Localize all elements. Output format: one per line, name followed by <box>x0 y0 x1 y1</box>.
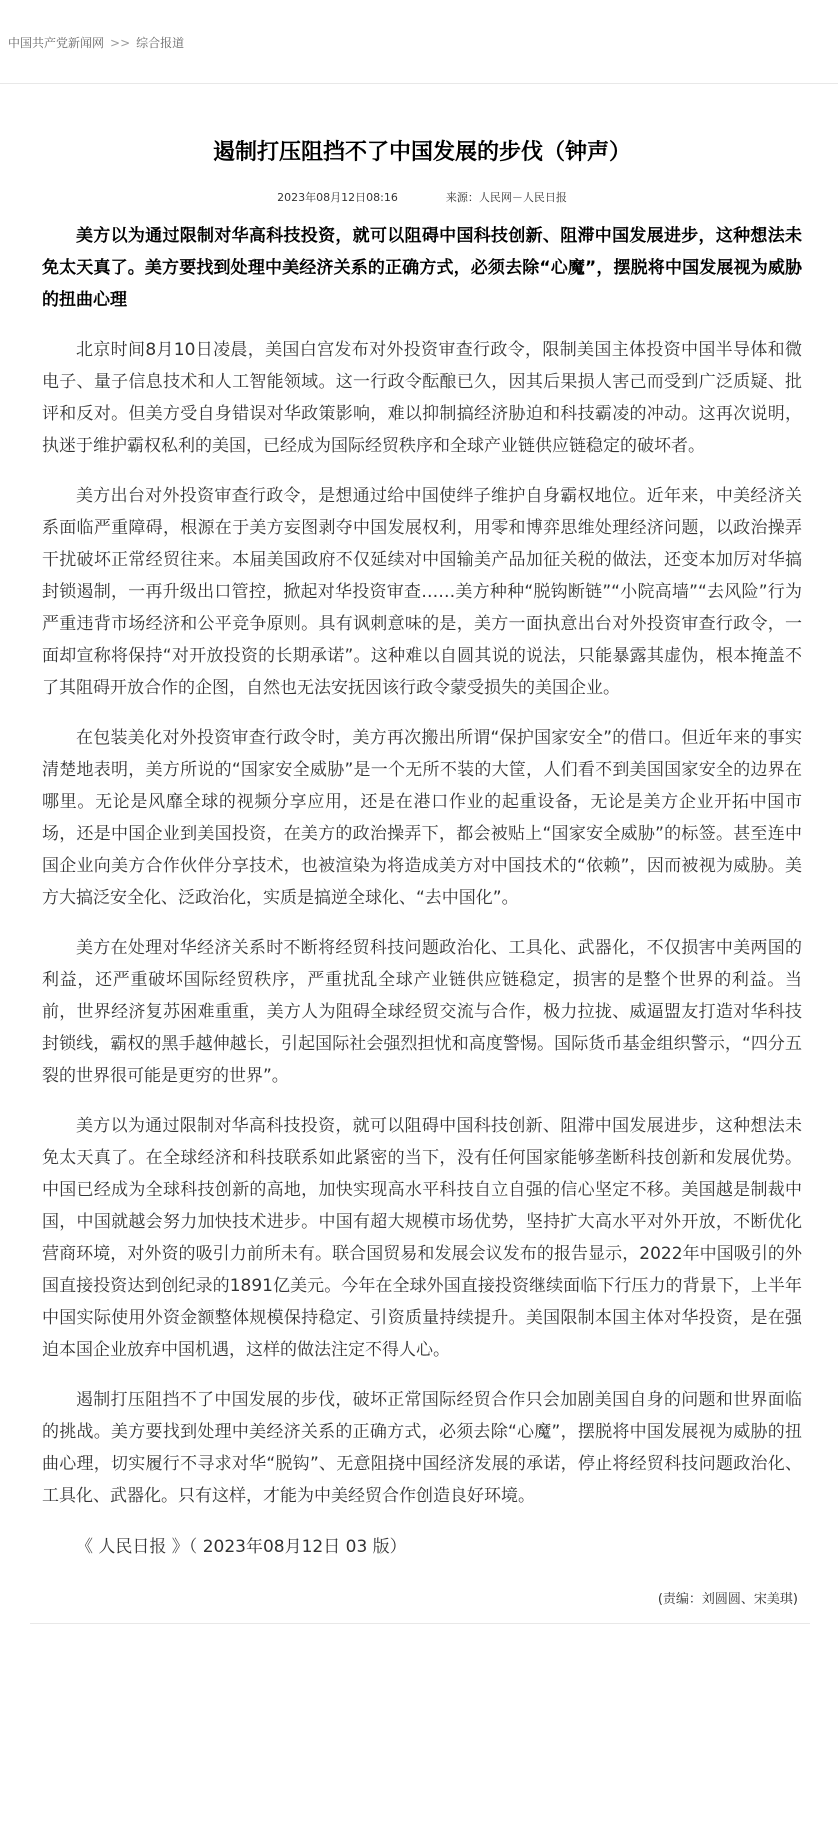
article-paragraph: 遏制打压阻挡不了中国发展的步伐，破坏正常国际经贸合作只会加剧美国自身的问题和世界面临的挑战。美方要找到处理中美经济关系的正确方式，必须去除“心魔”，摆脱将中国发展视为威胁的扭曲心理，切实履行不寻求对华“脱钩”、无意阻挠中国经济发展的承诺，停止将经贸科技问题政治化、工具化、武器化。只有这样，才能为中美经贸合作创造良好环境。 <box>42 1390 802 1506</box>
article-paragraph: 北京时间8月10日凌晨，美国白宫发布对外投资审查行政令，限制美国主体投资中国半导体和微电子、量子信息技术和人工智能领域。这一行政令酝酿已久，因其后果损人害己而受到广泛质疑、批评和反对。但美方受自身错误对华政策影响，难以抑制搞经济胁迫和科技霸凌的冲动。这再次说明，执迷于维护霸权私利的美国，已经成为国际经贸秩序和全球产业链供应链稳定的破坏者。 <box>42 340 802 456</box>
article-paragraph: 在包装美化对外投资审查行政令时，美方再次搬出所谓“保护国家安全”的借口。但近年来的事实清楚地表明，美方所说的“国家安全威胁”是一个无所不装的大筐，人们看不到美国国家安全的边界在哪里。无论是风靡全球的视频分享应用，还是在港口作业的起重设备，无论是美方企业开拓中国市场，还是中国企业到美国投资，在美方的政治操弄下，都会被贴上“国家安全威胁”的标签。甚至连中国企业向美方合作伙伴分享技术，也被渲染为将造成美方对中国技术的“依赖”，因而被视为威胁。美方大搞泛安全化、泛政治化，实质是搞逆全球化、“去中国化”。 <box>42 728 802 908</box>
breadcrumb <box>0 0 838 84</box>
bottom-divider <box>30 1623 810 1624</box>
publish-datetime: 2023年08月12日08:16 <box>277 191 398 204</box>
article-lede: 美方以为通过限制对华高科技投资，就可以阻碍中国科技创新、阻滞中国发展进步，这种想法未免太天真了。美方要找到处理中美经济关系的正确方式，必须去除“心魔”，摆脱将中国发展视为威胁的扭曲心理 <box>42 226 802 310</box>
article-body <box>42 138 802 1607</box>
article-paragraph: 美方在处理对华经济关系时不断将经贸科技问题政治化、工具化、武器化，不仅损害中美两国的利益，还严重破坏国际经贸秩序，严重扰乱全球产业链供应链稳定，损害的是整个世界的利益。当前，世界经济复苏困难重重，美方人为阻碍全球经贸交流与合作，极力拉拢、威逼盟友打造对华科技封锁线，霸权的黑手越伸越长，引起国际社会强烈担忧和高度警惕。国际货币基金组织警示，“四分五裂的世界很可能是更穷的世界”。 <box>42 938 802 1086</box>
editor-credit: (责编：刘圆圆、宋美琪) <box>657 1592 798 1607</box>
breadcrumb-section-link[interactable]: 综合报道 <box>136 36 185 50</box>
breadcrumb-home-link[interactable]: 中国共产党新闻网 <box>8 36 105 50</box>
breadcrumb-separator: >> <box>110 36 131 50</box>
article-meta <box>42 190 802 206</box>
article-paragraph: 美方以为通过限制对华高科技投资，就可以阻碍中国科技创新、阻滞中国发展进步，这种想法未免太天真了。在全球经济和科技联系如此紧密的当下，没有任何国家能够垄断科技创新和发展优势。中国已经成为全球科技创新的高地，加快实现高水平科技自立自强的信心坚定不移。美国越是制裁中国，中国就越会努力加快技术进步。中国有超大规模市场优势，坚持扩大高水平对外开放，不断优化营商环境，对外资的吸引力前所未有。联合国贸易和发展会议发布的报告显示，2022年中国吸引的外国直接投资达到创纪录的1891亿美元。今年在全球外国直接投资继续面临下行压力的背景下，上半年中国实际使用外资金额整体规模保持稳定、引资质量持续提升。美国限制本国主体对华投资，是在强迫本国企业放弃中国机遇，这样的做法注定不得人心。 <box>42 1116 802 1360</box>
article-paragraph: 美方出台对外投资审查行政令，是想通过给中国使绊子维护自身霸权地位。近年来，中美经济关系面临严重障碍，根源在于美方妄图剥夺中国发展权利，用零和博弈思维处理经济问题，以政治操弄干扰破坏正常经贸往来。本届美国政府不仅延续对中国输美产品加征关税的做法，还变本加厉对华搞封锁遏制，一再升级出口管控，掀起对华投资审查……美方种种“脱钩断链”“小院高墙”“去风险”行为严重违背市场经济和公平竞争原则。具有讽刺意味的是，美方一面执意出台对外投资审查行政令，一面却宣称将保持“对开放投资的长期承诺”。这种难以自圆其说的说法，只能暴露其虚伪，根本掩盖不了其阻碍开放合作的企图，自然也无法安抚因该行政令蒙受损失的美国企业。 <box>42 486 802 698</box>
publication-source: 《 人民日报 》（ 2023年08月12日 03 版） <box>76 1537 407 1557</box>
article-source: 来源：人民网－人民日报 <box>445 191 567 204</box>
article-title: 遏制打压阻挡不了中国发展的步伐（钟声） <box>212 140 631 165</box>
